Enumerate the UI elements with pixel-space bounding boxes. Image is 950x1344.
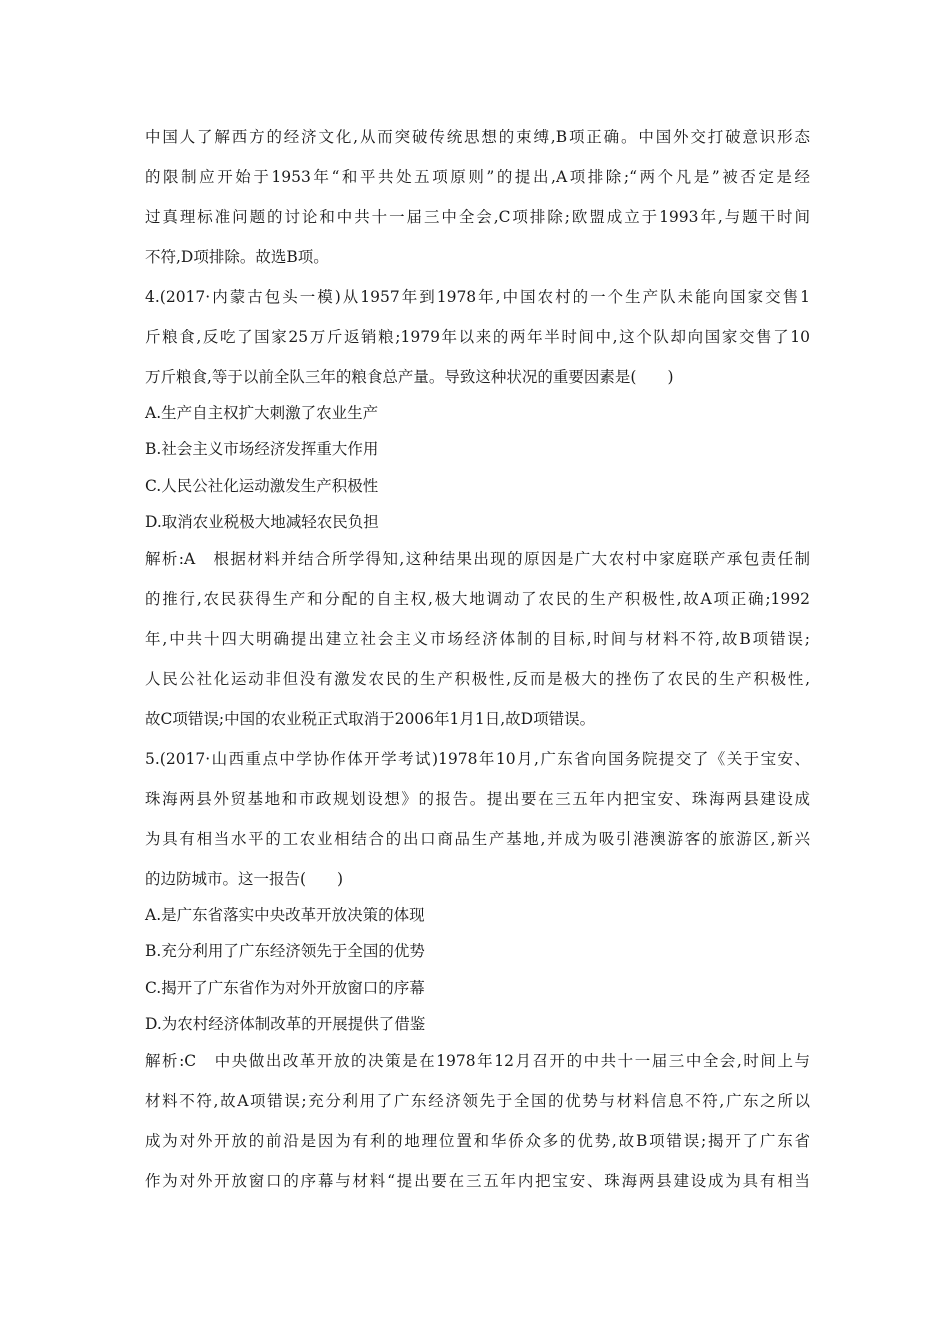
option-a: A.生产自主权扩大刺激了农业生产 [145, 404, 379, 422]
question-5-stem: 5.(2017·山西重点中学协作体开学考试)1978年10月,广东省向国务院提交了《关于宝安、 [145, 750, 810, 768]
question-4-stem: 万斤粮食,等于以前全队三年的粮食总产量。导致这种状况的重要因素是( ) [145, 368, 674, 386]
question-4-stem: 4.(2017·内蒙古包头一模)从1957年到1978年,中国农村的一个生产队未能向国家交售1 [145, 288, 810, 306]
question-5-stem: 的边防城市。这一报告( ) [145, 870, 344, 888]
option-a: A.是广东省落实中央改革开放决策的体现 [145, 906, 425, 924]
analysis-text: 的推行,农民获得生产和分配的自主权,极大地调动了农民的生产积极性,故A项正确;1992 [145, 590, 810, 608]
question-5-stem: 为具有相当水平的工农业相结合的出口商品生产基地,并成为吸引港澳游客的旅游区,新兴 [145, 830, 810, 848]
option-b: B.社会主义市场经济发挥重大作用 [145, 440, 379, 458]
text-line: 的限制应开始于1953年“和平共处五项原则”的提出,A项排除;“两个凡是”被否定是经 [145, 168, 810, 186]
option-d: D.为农村经济体制改革的开展提供了借鉴 [145, 1015, 426, 1033]
analysis-text: 人民公社化运动非但没有激发农民的生产积极性,反而是极大的挫伤了农民的生产积极性, [145, 670, 810, 688]
text-line: 中国人了解西方的经济文化,从而突破传统思想的束缚,B项正确。中国外交打破意识形态 [145, 128, 810, 146]
option-c: C.人民公社化运动激发生产积极性 [145, 477, 379, 495]
analysis-text: 材料不符,故A项错误;充分利用了广东经济领先于全国的优势与材料信息不符,广东之所以 [145, 1092, 810, 1110]
analysis-text: 故C项错误;中国的农业税正式取消于2006年1月1日,故D项错误。 [145, 710, 596, 728]
analysis-text: 成为对外开放的前沿是因为有利的地理位置和华侨众多的优势,故B项错误;揭开了广东省 [145, 1132, 810, 1150]
question-4-stem: 斤粮食,反吃了国家25万斤返销粮;1979年以来的两年半时间中,这个队却向国家交售了10 [145, 328, 810, 346]
question-5-stem: 珠海两县外贸基地和市政规划设想》的报告。提出要在三五年内把宝安、珠海两县建设成 [145, 790, 810, 808]
option-b: B.充分利用了广东经济领先于全国的优势 [145, 942, 425, 960]
analysis-text: 解析:C 中央做出改革开放的决策是在1978年12月召开的中共十一届三中全会,时间上与 [145, 1052, 810, 1070]
analysis-text: 解析:A 根据材料并结合所学得知,这种结果出现的原因是广大农村中家庭联产承包责任制 [145, 550, 810, 568]
analysis-text: 作为对外开放窗口的序幕与材料“提出要在三五年内把宝安、珠海两县建设成为具有相当 [145, 1172, 810, 1190]
analysis-text: 年,中共十四大明确提出建立社会主义市场经济体制的目标,时间与材料不符,故B项错误; [145, 630, 810, 648]
text-line: 不符,D项排除。故选B项。 [145, 248, 329, 266]
option-d: D.取消农业税极大地减轻农民负担 [145, 513, 379, 531]
text-line: 过真理标准问题的讨论和中共十一届三中全会,C项排除;欧盟成立于1993年,与题干时间 [145, 208, 810, 226]
option-c: C.揭开了广东省作为对外开放窗口的序幕 [145, 979, 425, 997]
